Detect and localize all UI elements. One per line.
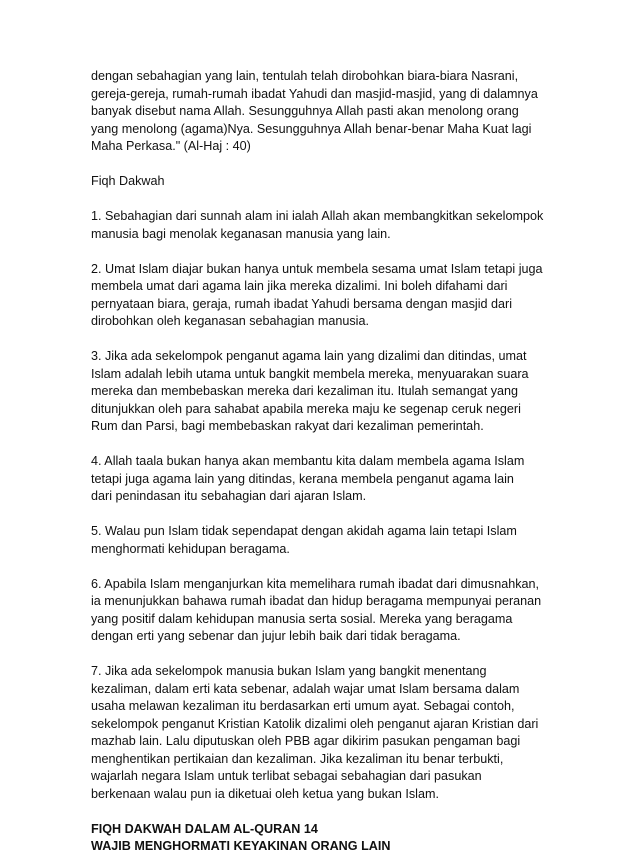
- text-line: Islam adalah lebih utama untuk bangkit membela mereka, menyuarakan suara: [91, 366, 529, 381]
- text-line: tetapi juga agama lain yang ditindas, kerana membela penganut agama lain: [91, 471, 514, 486]
- text-line: wajarlah negara Islam untuk terlibat sebagai sebahagian dari pasukan: [91, 769, 482, 783]
- text-line: gereja-gereja, rumah-rumah ibadat Yahudi dan masjid-masjid, yang di dalamnya: [91, 86, 538, 101]
- document-page: [91, 68, 561, 856]
- text-line: yang menolong (agama)Nya. Sesungguhnya Allah benar-benar Maha Kuat lagi: [91, 121, 532, 136]
- text-line: 2. Umat Islam diajar bukan hanya untuk membela sesama umat Islam tetapi juga: [91, 261, 543, 276]
- text-line: membela umat dari agama lain jika mereka dizalimi. Ini boleh difahami dari: [91, 279, 508, 293]
- text-line: 5. Walau pun Islam tidak sependapat dengan akidah agama lain tetapi Islam: [91, 524, 517, 538]
- text-line: yang positif dalam kehidupan manusia serta sosial. Mereka yang beragama: [91, 611, 513, 626]
- text-line: manusia bagi menolak keganasan manusia yang lain.: [91, 226, 391, 241]
- section-heading-subtitle: WAJIB MENGHORMATI KEYAKINAN ORANG LAIN: [91, 839, 391, 853]
- text-line: Maha Perkasa." (Al-Haj : 40): [91, 139, 251, 153]
- text-line: dengan sebahagian yang lain, tentulah telah dirobohkan biara-biara Nasrani,: [91, 69, 519, 83]
- text-line: 6. Apabila Islam menganjurkan kita memelihara rumah ibadat dari dimusnahkan,: [91, 576, 540, 591]
- text-line: menghentikan pertikaian dan kezaliman. Jika kezaliman itu benar terbukti,: [91, 751, 504, 766]
- text-line: sekelompok penganut Kristian Katolik dizalimi oleh penganut ajaran Kristian dari: [91, 716, 539, 731]
- text-line: berkenaan walau pun ia diketuai oleh ketua yang bukan Islam.: [91, 786, 439, 801]
- paragraph-fiqh-dakwah-title: [91, 173, 561, 191]
- text-line: dengan erti yang sebenar dan jujur lebih baik dari tidak beragama.: [91, 629, 461, 643]
- text-line: Rum dan Parsi, bagi membebaskan rakyat dari kezaliman pemerintah.: [91, 419, 484, 433]
- text-line: dari penindasan itu sebahagian dari ajaran Islam.: [91, 489, 367, 503]
- document-body: [91, 68, 561, 803]
- section-heading-title: FIQH DAKWAH DALAM AL-QURAN 14: [91, 821, 318, 836]
- paragraph-point-4: [91, 453, 561, 506]
- text-line: ditunjukkan oleh para sahabat apabila mereka maju ke segenap ceruk negeri: [91, 401, 521, 416]
- text-line: usaha melawan kezaliman itu berdasarkan erti umum ayat. Sebagai contoh,: [91, 699, 515, 713]
- text-line: dirobohkan oleh keganasan sebahagian manusia.: [91, 314, 369, 328]
- text-line: 1. Sebahagian dari sunnah alam ini ialah Allah akan membangkitkan sekelompok: [91, 209, 544, 223]
- paragraph-point-5: [91, 523, 561, 558]
- paragraph-quran-quote: [91, 68, 561, 156]
- paragraph-point-3: [91, 348, 561, 436]
- text-line: menghormati kehidupan beragama.: [91, 541, 290, 556]
- text-line: 3. Jika ada sekelompok penganut agama lain yang dizalimi dan ditindas, umat: [91, 349, 527, 363]
- paragraph-point-2: [91, 261, 561, 331]
- text-line: 4. Allah taala bukan hanya akan membantu kita dalam membela agama Islam: [91, 454, 525, 468]
- text-line: banyak disebut nama Allah. Sesungguhnya Allah pasti akan menolong orang: [91, 104, 519, 118]
- text-line: mereka dan membebaskan mereka dari kezaliman itu. Itulah semangat yang: [91, 384, 519, 398]
- text-line: Fiqh Dakwah: [91, 174, 165, 188]
- text-line: pernyataan biara, geraja, rumah ibadat Yahudi bersama dengan masjid dari: [91, 296, 512, 311]
- text-line: ia menunjukkan bahawa rumah ibadat dan hidup beragama mempunyai peranan: [91, 594, 542, 608]
- text-line: 7. Jika ada sekelompok manusia bukan Islam yang bangkit menentang: [91, 664, 487, 678]
- paragraph-point-7: [91, 663, 561, 803]
- paragraph-point-6: [91, 576, 561, 646]
- paragraph-point-1: [91, 208, 561, 243]
- text-line: mazhab lain. Lalu diputuskan oleh PBB agar dikirim pasukan pengaman bagi: [91, 734, 521, 748]
- text-line: kezaliman, dalam erti kata sebenar, adalah wajar umat Islam bersama dalam: [91, 681, 520, 696]
